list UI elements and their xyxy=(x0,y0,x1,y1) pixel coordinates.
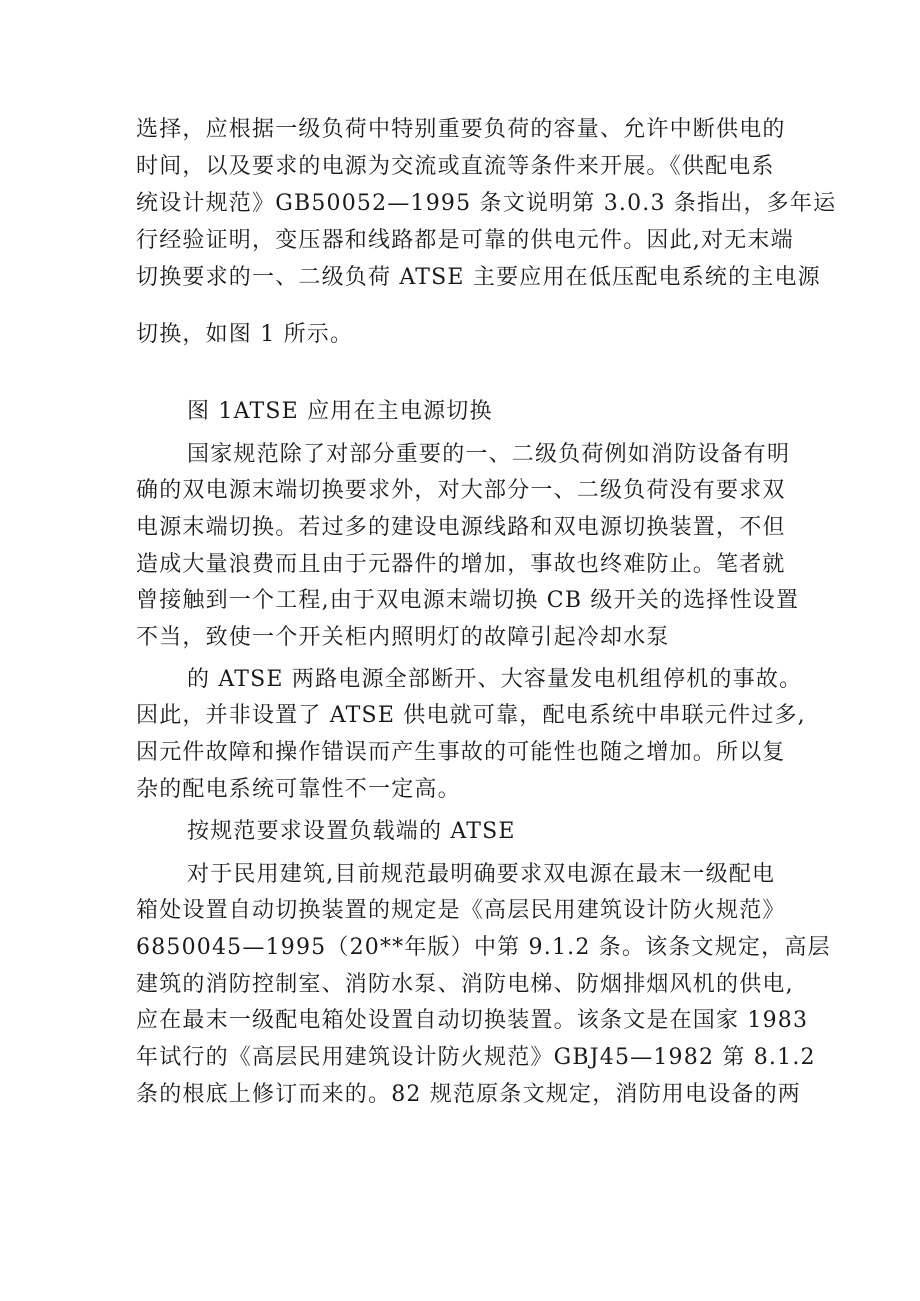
text-line: 的 ATSE 两路电源全部断开、大容量发电机组停机的事故。 xyxy=(187,667,803,692)
text-line: 国家规范除了对部分重要的一、二级负荷例如消防设备有明 xyxy=(187,442,791,467)
text-line: 建筑的消防控制室、消防水泵、消防电梯、防烟排烟风机的供电, xyxy=(136,972,794,997)
text-line: 电源末端切换。若过多的建设电源线路和双电源切换装置，不但 xyxy=(136,515,786,540)
text-line: 行经验证明，变压器和线路都是可靠的供电元件。因此,对无末端 xyxy=(136,228,794,253)
text-line: 应在最末一级配电箱处设置自动切换装置。该条文是在国家 1983 xyxy=(136,1008,809,1033)
text-line: 条的根底上修订而来的。82 规范原条文规定，消防用电设备的两 xyxy=(136,1082,801,1107)
text-line: 选择，应根据一级负荷中特别重要负荷的容量、允许中断供电的 xyxy=(136,117,786,142)
text-line: 曾接触到一个工程,由于双电源末端切换 CB 级开关的选择性设置 xyxy=(136,588,800,613)
text-line: 6850045—1995（20**年版）中第 9.1.2 条。该条文规定，高层 xyxy=(136,935,831,960)
section-heading: 按规范要求设置负载端的 ATSE xyxy=(187,819,516,844)
text-line: 切换要求的一、二级负荷 ATSE 主要应用在低压配电系统的主电源 xyxy=(136,265,821,290)
text-line: 切换，如图 1 所示。 xyxy=(136,322,354,347)
text-line: 造成大量浪费而且由于元器件的增加，事故也终难防止。笔者就 xyxy=(136,552,786,577)
figure-caption: 图 1ATSE 应用在主电源切换 xyxy=(187,399,493,424)
text-line: 统设计规范》GB50052—1995 条文说明第 3.0.3 条指出，多年运 xyxy=(136,191,837,216)
text-line: 箱处设置自动切换装置的规定是《高层民用建筑设计防火规范》 xyxy=(136,898,786,923)
text-line: 对于民用建筑,目前规范最明确要求双电源在最末一级配电 xyxy=(187,862,776,887)
text-line: 不当，致使一个开关柜内照明灯的故障引起冷却水泵 xyxy=(136,625,670,650)
text-line: 年试行的《高层民用建筑设计防火规范》GBJ45—1982 第 8.1.2 xyxy=(136,1045,816,1070)
text-line: 杂的配电系统可靠性不一定高。 xyxy=(136,777,461,802)
text-line: 确的双电源末端切换要求外，对大部分一、二级负荷没有要求双 xyxy=(136,478,786,503)
text-line: 因此，并非设置了 ATSE 供电就可靠，配电系统中串联元件过多, xyxy=(136,703,806,728)
text-line: 时间，以及要求的电源为交流或直流等条件来开展。《供配电系 xyxy=(136,154,775,179)
text-line: 因元件故障和操作错误而产生事故的可能性也随之增加。所以复 xyxy=(136,740,786,765)
